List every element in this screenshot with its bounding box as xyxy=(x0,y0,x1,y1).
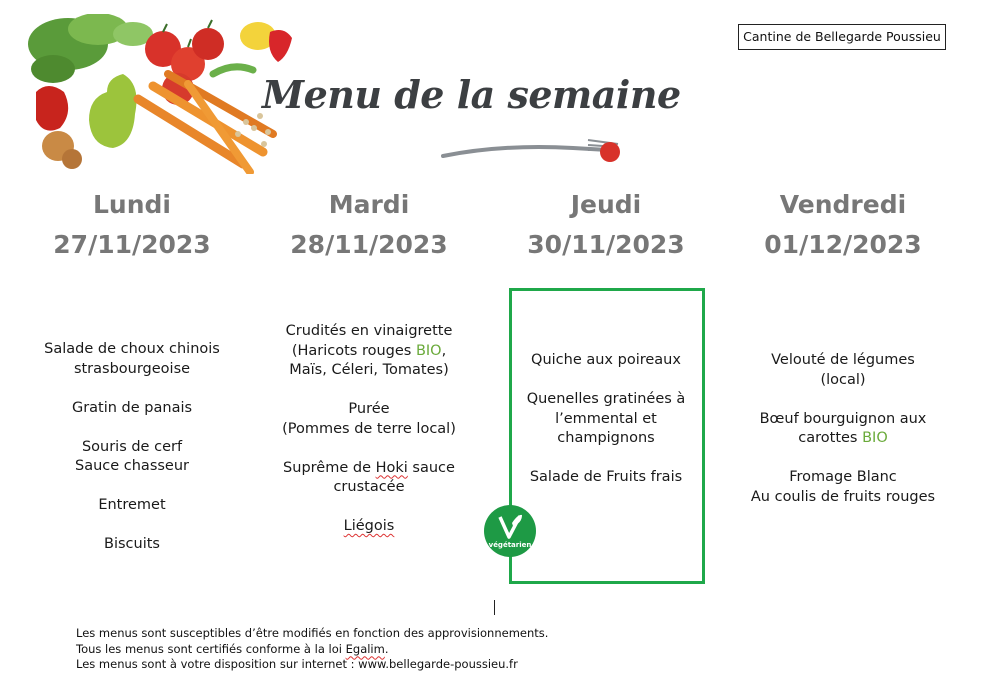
day-name: Mardi xyxy=(328,190,410,219)
dish xyxy=(251,459,487,498)
dish-text: Sauce chasseur xyxy=(74,458,189,474)
day-header-vendredi xyxy=(725,186,961,266)
dish-text: Salade de Fruits frais xyxy=(529,469,683,485)
page-title: Menu de la semaine xyxy=(262,72,681,117)
dish-text: (local) xyxy=(820,371,866,388)
day-date: 01/12/2023 xyxy=(764,230,922,259)
dish-text: strasbourgeoise xyxy=(73,360,191,377)
vegetarian-label: végétarien xyxy=(488,541,532,549)
dish-text: Crudités en vinaigrette xyxy=(285,323,453,339)
dish xyxy=(251,322,487,381)
spellcheck-word: Hoki xyxy=(375,459,408,476)
dish xyxy=(488,351,724,371)
dish-text: Liégois xyxy=(343,518,395,534)
dish xyxy=(251,400,487,439)
day-name: Lundi xyxy=(93,190,171,219)
day-header-lundi xyxy=(14,186,250,266)
dish xyxy=(251,517,487,537)
dish xyxy=(14,340,250,379)
dish-text: Quenelles gratinées à xyxy=(526,391,686,407)
dish-text: Suprême de xyxy=(283,459,376,476)
menu-mardi xyxy=(251,322,487,556)
menu-jeudi xyxy=(488,351,724,507)
carrots-icon xyxy=(138,74,273,172)
peas-icon xyxy=(213,67,253,74)
day-date: 27/11/2023 xyxy=(53,230,211,259)
menu-vendredi xyxy=(725,351,961,527)
dish xyxy=(488,390,724,449)
canteen-name-box: Cantine de Bellegarde Poussieu xyxy=(738,24,946,50)
dish xyxy=(14,535,250,555)
dish-text: Purée xyxy=(348,401,390,417)
leaf-v-icon xyxy=(497,513,523,541)
strawberry-icon xyxy=(269,30,292,62)
footer-line: Les menus sont à votre disposition sur internet : www.bellegarde-poussieu.fr xyxy=(76,657,518,671)
fork-icon xyxy=(443,140,620,162)
footer-text: . xyxy=(384,641,389,656)
dish-text: sauce xyxy=(407,459,455,476)
day-name: Jeudi xyxy=(570,190,642,219)
bio-label: BIO xyxy=(862,430,888,446)
dish-text: Entremet xyxy=(98,497,166,513)
day-header-jeudi xyxy=(488,186,724,266)
dish-text: Biscuits xyxy=(104,536,160,552)
dish-text: Souris de cerf xyxy=(81,438,183,455)
dish-text: (Pommes de terre local) xyxy=(282,420,456,437)
pear-icon xyxy=(89,74,137,148)
onion-icon xyxy=(42,131,82,169)
dish xyxy=(488,468,724,488)
footer-text: Tous les menus sont certifiés conforme à la loi xyxy=(76,641,346,656)
dish-text: Fromage Blanc xyxy=(789,469,897,485)
vegetarian-badge xyxy=(484,505,536,557)
leafy-greens-icon xyxy=(28,14,153,83)
day-header-mardi xyxy=(251,186,487,266)
dish-text: Quiche aux poireaux xyxy=(531,352,681,368)
footer-line xyxy=(76,642,548,658)
dish xyxy=(14,496,250,516)
dish-text: Maïs, Céleri, Tomates) xyxy=(289,362,449,378)
spellcheck-word: Egalim xyxy=(345,641,385,656)
dish xyxy=(725,410,961,449)
day-date: 28/11/2023 xyxy=(290,230,448,259)
dish xyxy=(725,351,961,390)
dish-text: Gratin de panais xyxy=(71,399,193,416)
dish xyxy=(14,399,250,419)
dish-text: crustacée xyxy=(333,479,405,495)
dish-text: Velouté de légumes xyxy=(771,352,915,368)
text-cursor xyxy=(494,600,495,615)
dish-text: Salade de choux chinois xyxy=(44,341,220,357)
red-pepper-icon xyxy=(36,86,68,131)
footer-notes xyxy=(76,626,548,673)
dish-text: carottes xyxy=(798,430,863,446)
dish-text: Bœuf bourguignon aux xyxy=(759,410,927,427)
day-name: Vendredi xyxy=(779,190,907,219)
menu-lundi xyxy=(14,340,250,574)
dish-text: champignons xyxy=(557,430,655,446)
dish-text: , xyxy=(441,342,447,359)
day-date: 30/11/2023 xyxy=(527,230,685,259)
dish-text: l’emmental et xyxy=(555,410,657,427)
dish-text: Au coulis de fruits rouges xyxy=(750,488,936,505)
dish-text: (Haricots rouges xyxy=(291,342,416,359)
bio-label: BIO xyxy=(415,342,442,359)
dish xyxy=(14,438,250,477)
dish xyxy=(725,468,961,507)
footer-line: Les menus sont susceptibles d’être modifiés en fonction des approvisionnements. xyxy=(76,626,549,640)
